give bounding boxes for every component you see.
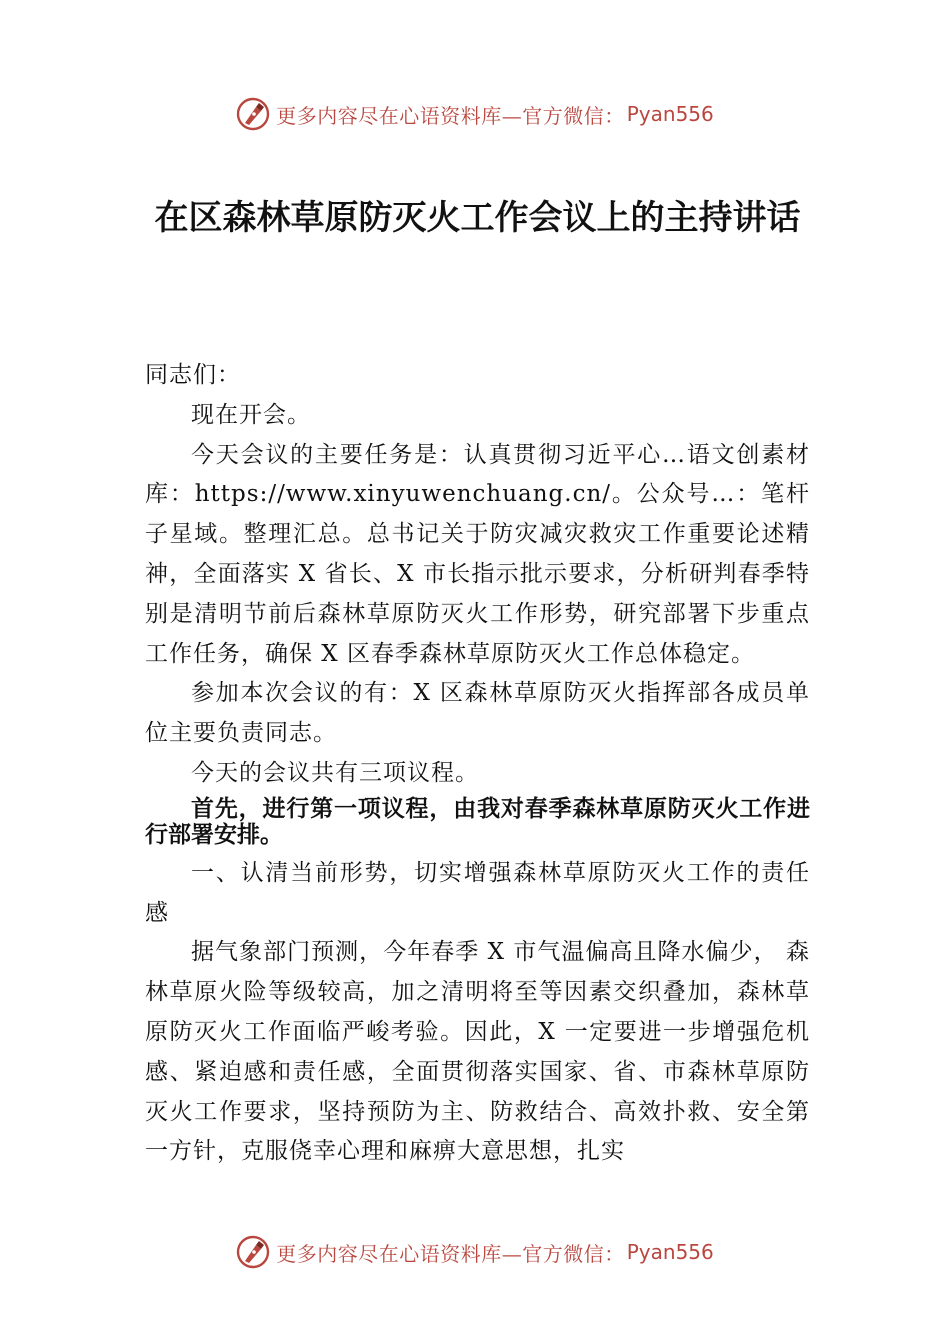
document-body [145, 356, 810, 1172]
footer-watermark-banner [0, 1232, 950, 1272]
watermark-text: 更多内容尽在心语资料库—官方微信： [276, 103, 625, 128]
pen-nib-logo-icon [236, 97, 270, 131]
salutation: 同志们： [145, 362, 241, 388]
pen-nib-logo-icon [236, 1235, 270, 1269]
watermark-text: 更多内容尽在心语资料库—官方微信： [276, 1241, 625, 1266]
paragraph-first-item: 首先，进行第一项议程，由我对春季森林草原防灭火工作进行部署安排。 [145, 795, 810, 848]
header-watermark-banner [0, 94, 950, 134]
paragraph-forecast: 据气象部门预测，今年春季 X 市气温偏高且降水偏少， 森林草原火险等级较高，加之清明将至等因素交织叠加，森林草原防灭火工作面临严峻考验。因此，X 一定要进一步增强危机感、紧迫感和责任感，全面贯彻落实国家、省、市森林草原防灭火工作要求，坚持预防为主、防救结合、高效扑救、安全第一方针，克服侥幸心理和麻痹大意思想，扎实 [145, 939, 810, 1165]
document-title: 在区森林草原防灭火工作会议上的主持讲话 [154, 198, 801, 238]
wechat-id: Pyan556 [626, 102, 714, 126]
paragraph-agenda: 今天的会议共有三项议程。 [191, 759, 479, 786]
section-heading-1: 一、认清当前形势，切实增强森林草原防灭火工作的责任感 [145, 859, 810, 926]
paragraph-main-task: 今天会议的主要任务是：认真贯彻习近平心…语文创素材库：https://www.xinyuwenchuang.cn/。公众号…：笔杆子星域。整理汇总。总书记关于防灾减灾救灾工作重要论述精神，全面落实 X 省长、X 市长指示批示要求，分析研判春季特别是清明节前后森林草原防灭火工作形势，研究部署下步重点工作任务，确保 X 区春季森林草原防灭火工作总体稳定。 [145, 441, 810, 667]
wechat-id: Pyan556 [626, 1240, 714, 1264]
paragraph-opening: 现在开会。 [191, 401, 311, 428]
paragraph-attendees: 参加本次会议的有：X 区森林草原防灭火指挥部各成员单位主要负责同志。 [145, 680, 810, 747]
